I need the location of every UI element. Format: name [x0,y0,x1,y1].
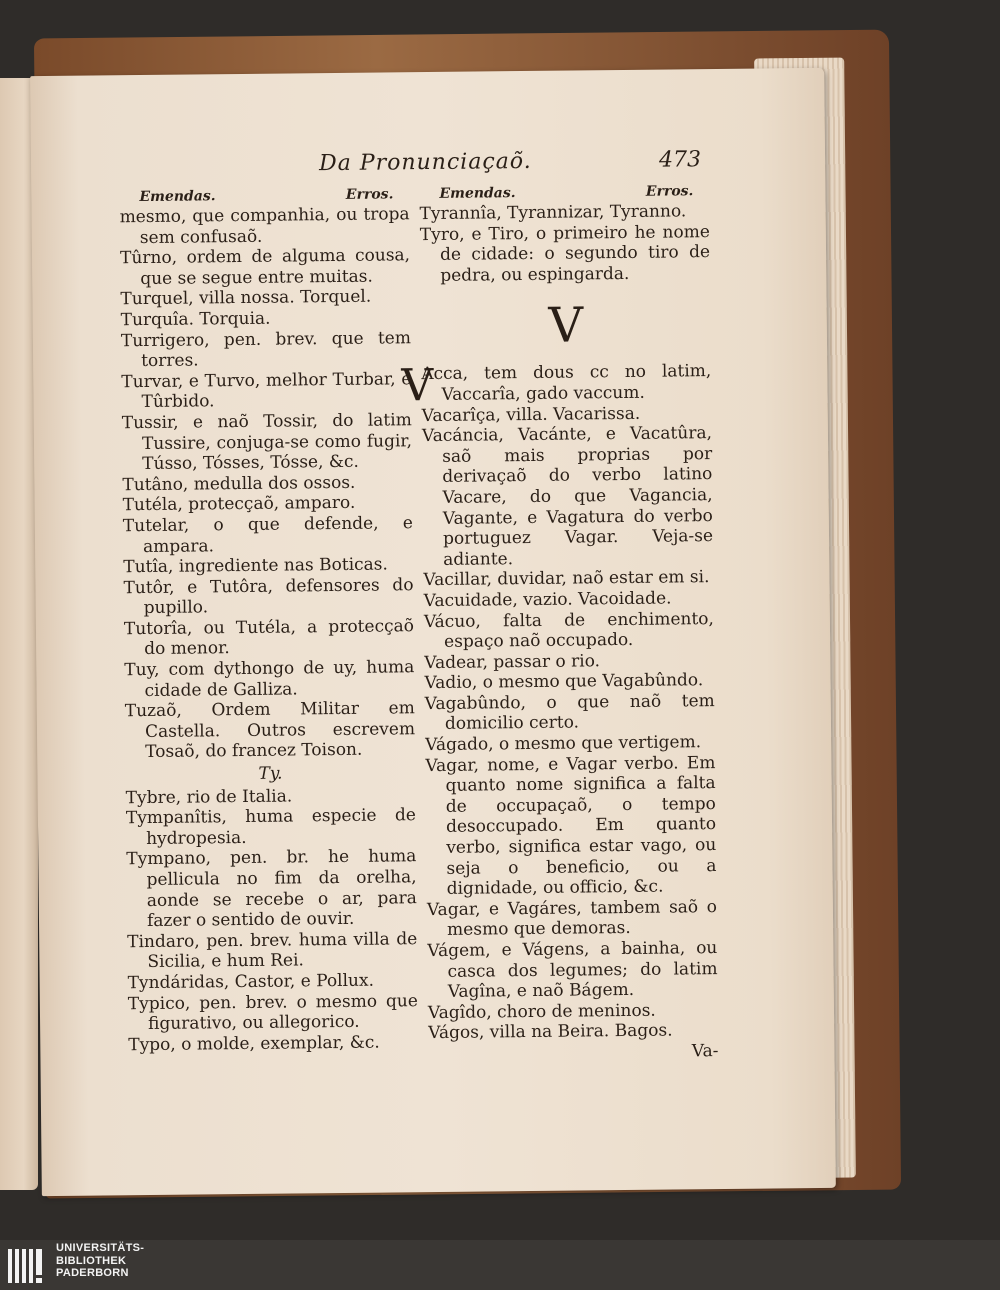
section-letter-v: V [548,297,584,355]
dictionary-entry: Vágado, o mesmo que vertigem. [425,732,702,756]
right-top-entries [420,201,711,286]
dictionary-entry: Vagar, nome, e Vagar verbo. Em quanto nome significa a falta de occupaçaõ, o tempo desoccupado. Em quanto verbo, significa estar vago, ou seja o beneficio, ou a dignidade, ou officio, &c. [425,752,717,900]
dictionary-entry: Vacuidade, vazio. Vacoidade. [423,588,672,612]
page-header [119,139,739,185]
dictionary-entry: Tutîa, ingrediente nas Boticas. [123,554,388,578]
drop-cap: V [401,360,434,412]
dictionary-entry: Tyro, e Tiro, o primeiro he nome de cidade: o segundo tiro de pedra, ou espingarda. [419,221,711,286]
dictionary-entry: Vagar, e Vagáres, tambem saõ o mesmo que demoras. [426,896,717,941]
dictionary-entry: Vágem, e Vágens, a bainha, ou casca dos legumes; do latim Vagîna, e naõ Bágem. [427,938,718,1003]
dictionary-entry: Vagabûndo, o que naõ tem domicilio certo. [424,690,715,735]
dictionary-entry: Tyndáridas, Castor, e Pollux. [127,970,375,994]
emendas-label: Emendas. [439,185,516,202]
dictionary-entry: Turquîa. Torquia. [120,308,271,331]
right-column [401,181,719,1082]
library-logo-text [56,1242,144,1280]
left-entries [120,204,416,763]
dictionary-entry: Tyrannîa, Tyrannizar, Tyranno. [419,201,687,225]
dictionary-entry: Tutelar, o que defende, e ampara. [122,513,413,557]
page-content [119,139,739,1062]
dictionary-entry: Vacarîça, villa. Vacarissa. [421,403,641,426]
dictionary-entry: Tutorîa, ou Tutéla, a protecçaõ do menor. [123,616,415,660]
dictionary-entry: Turquel, villa nossa. Torquel. [120,287,372,310]
library-logo-icon [6,1243,50,1287]
dictionary-entry: Tussir, e naõ Tossir, do latim Tussire, conjuga-se como fugir, Tússo, Tósses, Tósse, &c. [121,410,413,475]
dictionary-entry: Vácuo, falta de enchimento, espaço naõ occupado. [423,608,714,652]
erros-label: Erros. [645,183,694,200]
left-ty-entries [126,785,419,1056]
logo-line-3: PADERBORN [56,1267,129,1279]
dictionary-entry: Tutâno, medulla dos ossos. [122,472,356,495]
right-v-entries [422,403,719,1044]
dictionary-entry: Vacáncia, Vacánte, e Vacatûra, saõ mais proprias por derivaçaõ do verbo latino Vacare, do que Vagancia, Vagante, e Vagatura do verbo portuguez Vagar. Veja-se adiante. [421,423,714,570]
page-number: 473 [658,147,702,173]
dictionary-entry: Vágos, villa na Beira. Bagos. [428,1020,673,1044]
dictionary-entry: Tybre, rio de Italia. [125,786,293,808]
first-v-entry [401,360,712,412]
erros-label: Erros. [345,186,394,203]
dictionary-entry: Vagîdo, choro de meninos. [427,1000,656,1023]
first-v-entry-text: Acca, tem dous cc no latim, Vaccarîa, gado vaccum. [421,361,712,405]
dictionary-entry: Tympanîtis, huma especie de hydropesia. [125,805,417,849]
dictionary-entry: Typo, o molde, exemplar, &c. [128,1032,380,1055]
dictionary-entry: Tutôr, e Tutôra, defensores do pupillo. [123,574,414,619]
dictionary-entry: mesmo, que companhia, ou tropa sem confusaõ. [119,204,410,248]
dictionary-entry: Turrigero, pen. brev. que tem torres. [120,327,412,372]
dictionary-entry: Tûrno, ordem de alguma cousa, que se segue entre muitas. [119,245,411,289]
left-column [119,184,418,1055]
dictionary-entry: Tuzaõ, Ordem Militar em Castella. Outros escrevem Tosaõ, do francez Toison. [124,698,416,763]
dictionary-entry: Tuy, com dythongo de uy, huma cidade de Galliza. [124,657,415,701]
catchword: Va- [691,1041,719,1062]
dictionary-entry: Tutéla, protecçaõ, amparo. [122,493,356,516]
dictionary-entry: Turvar, e Turvo, melhor Turbar, e Tûrbido. [121,368,412,413]
dictionary-entry: Tindaro, pen. brev. huma villa de Sicilia, e hum Rei. [127,928,418,973]
book-page [30,68,836,1196]
dictionary-entry: Typico, pen. brev. o mesmo que figurativo, ou allegorico. [127,990,418,1035]
logo-line-2: BIBLIOTHEK [56,1254,127,1267]
dictionary-entry: Vacillar, duvidar, naõ estar em si. [423,567,710,591]
emendas-label: Emendas. [139,188,216,206]
library-footer [0,1240,1000,1290]
dictionary-entry: Vadio, o mesmo que Vagabûndo. [424,670,704,694]
dictionary-entry: Tympano, pen. br. he huma pellicula no fim da orelha, aonde se recebe o ar, para fazer o sentido de ouvir. [126,846,417,932]
dictionary-entry: Vadear, passar o rio. [424,650,601,673]
logo-line-1: UNIVERSITÄTS- [56,1242,145,1254]
subheading-ty: Ty. [258,763,283,784]
running-title: Da Pronunciaçaõ. [318,148,532,177]
